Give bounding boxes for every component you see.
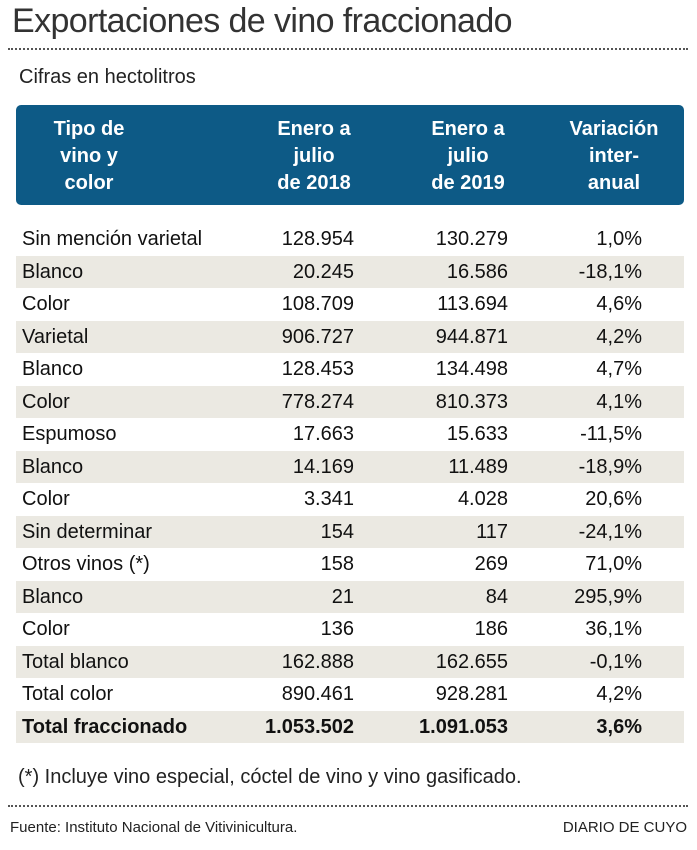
value-2019: 84 [485,585,508,608]
row-label: Color [22,293,70,315]
brand-label: DIARIO DE CUYO [562,819,687,836]
value-2019: 113.694 [437,293,508,315]
table-row [16,288,684,321]
table-row [16,418,684,451]
row-label: Blanco [22,358,84,380]
table-row [16,678,684,711]
value-2019: 944.871 [435,325,508,348]
row-label: Color [22,488,70,510]
table-header [16,105,684,205]
value-variacion: 71,0% [585,553,642,575]
row-label: Total color [22,683,114,705]
row-label: Total blanco [22,650,129,673]
value-variacion: -0,1% [589,650,642,673]
row-label: Total fraccionado [22,715,188,738]
table-row [16,353,684,386]
header-tipo: Tipo de vino y color [53,118,125,194]
value-2018: 136 [320,618,354,640]
table-row [16,483,684,516]
title-divider [8,48,688,50]
value-variacion: 1,0% [596,228,642,250]
value-2019: 186 [474,618,508,640]
row-label: Sin mención varietal [22,228,203,250]
value-2018: 154 [320,520,354,543]
value-2018: 20.245 [292,260,354,283]
table-body [16,223,684,743]
value-2018: 108.709 [281,293,354,315]
value-2018: 162.888 [281,650,354,673]
value-2018: 906.727 [281,325,354,348]
value-2018: 128.453 [281,358,354,380]
value-2019: 15.633 [446,423,508,445]
value-2018: 128.954 [281,228,354,250]
table-row [16,451,684,484]
value-variacion: 295,9% [574,585,642,608]
row-label: Blanco [22,585,84,608]
value-variacion: 4,2% [596,683,642,705]
value-variacion: -24,1% [578,520,642,543]
value-2019: 810.373 [435,390,508,413]
table-row [16,548,684,581]
row-label: Color [22,390,70,413]
value-variacion: -18,9% [578,455,642,478]
value-2019: 928.281 [435,683,508,705]
value-2019: 134.498 [435,358,508,380]
value-variacion: -18,1% [578,260,642,283]
value-variacion: 36,1% [585,618,642,640]
subtitle: Cifras en hectolitros [19,66,196,88]
row-label: Blanco [22,455,84,478]
value-2018: 14.169 [292,455,354,478]
table-row [16,581,684,614]
value-2019: 269 [474,553,508,575]
table-total-row [16,711,684,744]
table-row [16,223,684,256]
row-label: Sin determinar [22,520,153,543]
value-2018: 778.274 [281,390,354,413]
value-2019: 1.091.053 [419,715,508,738]
value-2018: 158 [320,553,354,575]
value-variacion: 4,1% [596,390,642,413]
value-2019: 4.028 [457,488,508,510]
value-2018: 1.053.502 [265,715,354,738]
header-variacion: Variación inter- anual [569,118,659,194]
footer-divider [8,805,688,807]
value-2018: 3.341 [303,488,354,510]
value-2019: 162.655 [435,650,508,673]
table-row [16,613,684,646]
value-2019: 16.586 [446,260,508,283]
table-row [16,386,684,419]
value-2018: 890.461 [281,683,354,705]
source-text: Fuente: Instituto Nacional de Vitivinicultura. [10,819,298,836]
row-label: Espumoso [22,423,117,445]
table-row [16,256,684,289]
page-title: Exportaciones de vino fraccionado [12,2,512,40]
value-variacion: 3,6% [596,715,642,738]
row-label: Color [22,618,70,640]
value-variacion: 4,6% [596,293,642,315]
header-2019: Enero a julio de 2019 [431,118,505,194]
table-row [16,516,684,549]
value-2018: 17.663 [292,423,354,445]
value-2019: 11.489 [448,455,508,478]
value-variacion: 4,2% [596,325,642,348]
row-label: Blanco [22,260,84,283]
value-2019: 117 [476,520,508,543]
table-row [16,321,684,354]
value-2018: 21 [331,585,354,608]
value-variacion: 20,6% [585,488,642,510]
header-2018: Enero a julio de 2018 [277,118,351,194]
row-label: Otros vinos (*) [22,553,150,575]
value-variacion: 4,7% [596,358,642,380]
value-variacion: -11,5% [580,423,642,445]
table-row [16,646,684,679]
footnote: (*) Incluye vino especial, cóctel de vino y vino gasificado. [18,766,522,788]
value-2019: 130.279 [435,228,508,250]
row-label: Varietal [22,325,89,348]
